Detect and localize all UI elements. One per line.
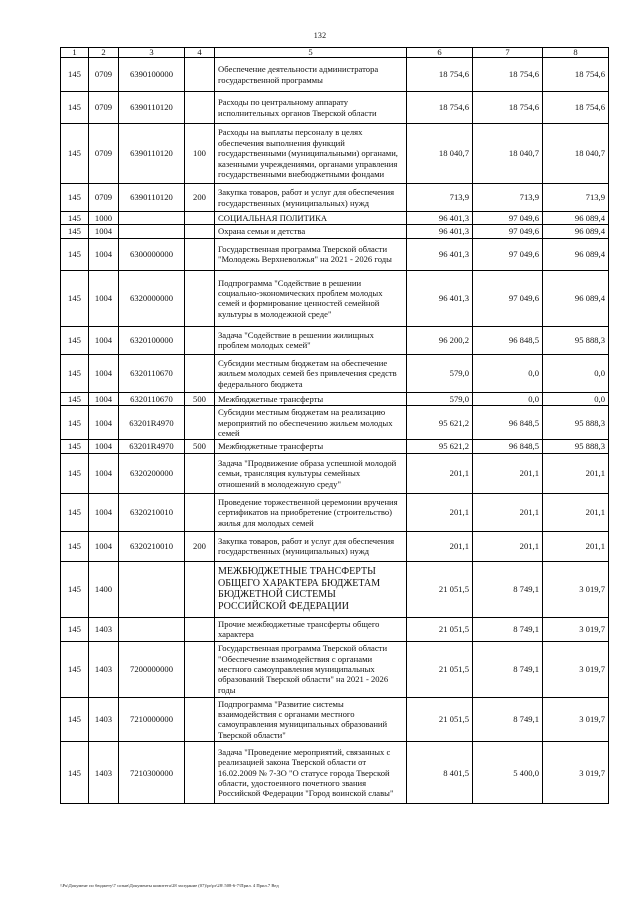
table-row <box>61 58 609 92</box>
cell-description: Прочие межбюджетные трансферты общего характера <box>215 617 407 641</box>
cell-amount-year-2: 0,0 <box>473 354 543 392</box>
column-header-7: 7 <box>473 48 543 58</box>
column-header-4: 4 <box>185 48 215 58</box>
cell-section: 1403 <box>89 697 119 742</box>
cell-amount-year-3: 18 754,6 <box>543 58 609 92</box>
cell-amount-year-3: 95 888,3 <box>543 406 609 440</box>
cell-grbs: 145 <box>61 406 89 440</box>
cell-amount-year-1: 96 401,3 <box>407 238 473 270</box>
table-row <box>61 184 609 212</box>
cell-amount-year-3: 95 888,3 <box>543 326 609 354</box>
cell-grbs: 145 <box>61 697 89 742</box>
table-row <box>61 561 609 617</box>
cell-amount-year-2: 8 749,1 <box>473 641 543 697</box>
cell-description: Обеспечение деятельности администратора государственной программы <box>215 58 407 92</box>
cell-amount-year-2: 201,1 <box>473 493 543 531</box>
table-row <box>61 440 609 453</box>
cell-expense-type <box>185 617 215 641</box>
cell-grbs: 145 <box>61 58 89 92</box>
cell-expense-type <box>185 742 215 804</box>
cell-target-article <box>119 225 185 238</box>
cell-expense-type <box>185 238 215 270</box>
cell-amount-year-1: 96 200,2 <box>407 326 473 354</box>
column-header-1: 1 <box>61 48 89 58</box>
cell-grbs: 145 <box>61 124 89 184</box>
cell-section: 1000 <box>89 212 119 225</box>
cell-target-article <box>119 212 185 225</box>
cell-amount-year-1: 201,1 <box>407 493 473 531</box>
table-row <box>61 641 609 697</box>
cell-section: 1004 <box>89 453 119 493</box>
cell-section: 1004 <box>89 440 119 453</box>
cell-amount-year-3: 0,0 <box>543 392 609 405</box>
cell-description: Субсидии местным бюджетам на реализацию мероприятий по обеспечению жильем молодых семей <box>215 406 407 440</box>
cell-expense-type <box>185 212 215 225</box>
cell-description: Задача "Продвижение образа успешной молодой семьи, трансляция культуры семейных отношений в молодежную среду" <box>215 453 407 493</box>
table-row <box>61 617 609 641</box>
cell-description: Субсидии местным бюджетам на обеспечение жильем молодых семей без привлечения средств федерального бюджета <box>215 354 407 392</box>
cell-target-article: 6320200000 <box>119 453 185 493</box>
cell-amount-year-1: 579,0 <box>407 392 473 405</box>
cell-target-article: 63201R4970 <box>119 440 185 453</box>
cell-expense-type <box>185 92 215 124</box>
cell-description: Проведение торжественной церемонии вручения сертификатов на приобретение (строительство) жилья для молодых семей <box>215 493 407 531</box>
cell-grbs: 145 <box>61 238 89 270</box>
cell-grbs: 145 <box>61 531 89 561</box>
table-row <box>61 406 609 440</box>
cell-amount-year-3: 95 888,3 <box>543 440 609 453</box>
cell-grbs: 145 <box>61 270 89 326</box>
cell-section: 1004 <box>89 392 119 405</box>
cell-amount-year-2: 97 049,6 <box>473 270 543 326</box>
cell-section: 1004 <box>89 354 119 392</box>
table-row <box>61 453 609 493</box>
cell-amount-year-2: 0,0 <box>473 392 543 405</box>
cell-section: 1403 <box>89 742 119 804</box>
cell-amount-year-2: 5 400,0 <box>473 742 543 804</box>
cell-amount-year-2: 97 049,6 <box>473 212 543 225</box>
cell-target-article: 63201R4970 <box>119 406 185 440</box>
cell-amount-year-1: 18 754,6 <box>407 92 473 124</box>
table-row <box>61 392 609 405</box>
cell-grbs: 145 <box>61 225 89 238</box>
table-row <box>61 124 609 184</box>
cell-description: Государственная программа Тверской области "Обеспечение взаимодействия с органами местного самоуправления муниципальных образований Тверской области" на 2021 - 2026 годы <box>215 641 407 697</box>
cell-target-article: 6390110120 <box>119 124 185 184</box>
cell-amount-year-3: 3 019,7 <box>543 561 609 617</box>
cell-grbs: 145 <box>61 641 89 697</box>
cell-amount-year-1: 579,0 <box>407 354 473 392</box>
cell-section: 1400 <box>89 561 119 617</box>
cell-description: Закупка товаров, работ и услуг для обеспечения государственных (муниципальных) нужд <box>215 184 407 212</box>
column-header-3: 3 <box>119 48 185 58</box>
column-header-8: 8 <box>543 48 609 58</box>
cell-amount-year-3: 3 019,7 <box>543 697 609 742</box>
table-row <box>61 270 609 326</box>
cell-section: 1403 <box>89 641 119 697</box>
cell-expense-type <box>185 493 215 531</box>
cell-section: 0709 <box>89 124 119 184</box>
cell-grbs: 145 <box>61 212 89 225</box>
table-row <box>61 742 609 804</box>
cell-target-article <box>119 561 185 617</box>
cell-description: Подпрограмма "Развитие системы взаимодействия с органами местного самоуправления муниципальных образований Тверской области" <box>215 697 407 742</box>
cell-grbs: 145 <box>61 184 89 212</box>
cell-description: Межбюджетные трансферты <box>215 440 407 453</box>
cell-amount-year-3: 713,9 <box>543 184 609 212</box>
cell-amount-year-2: 18 754,6 <box>473 92 543 124</box>
table-row <box>61 493 609 531</box>
cell-amount-year-1: 201,1 <box>407 453 473 493</box>
cell-target-article: 6320110670 <box>119 354 185 392</box>
cell-grbs: 145 <box>61 92 89 124</box>
cell-amount-year-2: 96 848,5 <box>473 326 543 354</box>
cell-grbs: 145 <box>61 742 89 804</box>
cell-description: Задача "Содействие в решении жилищных проблем молодых семей" <box>215 326 407 354</box>
cell-grbs: 145 <box>61 326 89 354</box>
cell-amount-year-2: 96 848,5 <box>473 406 543 440</box>
table-row <box>61 92 609 124</box>
cell-amount-year-1: 21 051,5 <box>407 697 473 742</box>
cell-expense-type: 100 <box>185 124 215 184</box>
cell-section: 1403 <box>89 617 119 641</box>
cell-amount-year-3: 0,0 <box>543 354 609 392</box>
cell-amount-year-1: 8 401,5 <box>407 742 473 804</box>
cell-description: Закупка товаров, работ и услуг для обеспечения государственных (муниципальных) нужд <box>215 531 407 561</box>
cell-target-article: 7210300000 <box>119 742 185 804</box>
cell-amount-year-2: 201,1 <box>473 531 543 561</box>
table-row <box>61 326 609 354</box>
cell-description: Расходы на выплаты персоналу в целях обеспечения выполнения функций государственными (муниципальными) органами, казенными учреждениями, органами управления государственными внебюджетными фондами <box>215 124 407 184</box>
cell-target-article: 6320210010 <box>119 531 185 561</box>
cell-amount-year-3: 201,1 <box>543 531 609 561</box>
cell-expense-type <box>185 270 215 326</box>
cell-target-article <box>119 617 185 641</box>
footer-path: \\Pu\Документ по бюджету\7 созыв\Документы комитета\28 заседание (07)\pr\pr\28\ 508-6-7\Прил. 4 Прил.7 Вед <box>60 883 279 888</box>
cell-expense-type <box>185 561 215 617</box>
cell-amount-year-1: 201,1 <box>407 531 473 561</box>
cell-description: Межбюджетные трансферты <box>215 392 407 405</box>
cell-amount-year-1: 21 051,5 <box>407 617 473 641</box>
cell-expense-type: 500 <box>185 440 215 453</box>
cell-amount-year-2: 97 049,6 <box>473 225 543 238</box>
cell-target-article: 6390100000 <box>119 58 185 92</box>
cell-section: 1004 <box>89 326 119 354</box>
column-header-6: 6 <box>407 48 473 58</box>
cell-section: 1004 <box>89 406 119 440</box>
cell-amount-year-2: 8 749,1 <box>473 617 543 641</box>
cell-amount-year-3: 18 754,6 <box>543 92 609 124</box>
cell-amount-year-1: 713,9 <box>407 184 473 212</box>
cell-amount-year-1: 96 401,3 <box>407 270 473 326</box>
cell-amount-year-2: 713,9 <box>473 184 543 212</box>
cell-description: Подпрограмма "Содействие в решении социально-экономических проблем молодых семей и формирование ценностей семейной культуры в молодежной среде" <box>215 270 407 326</box>
cell-amount-year-3: 96 089,4 <box>543 225 609 238</box>
cell-amount-year-1: 18 040,7 <box>407 124 473 184</box>
cell-grbs: 145 <box>61 561 89 617</box>
cell-target-article: 6320210010 <box>119 493 185 531</box>
cell-expense-type <box>185 225 215 238</box>
cell-description: СОЦИАЛЬНАЯ ПОЛИТИКА <box>215 212 407 225</box>
cell-target-article: 6320000000 <box>119 270 185 326</box>
column-header-2: 2 <box>89 48 119 58</box>
cell-expense-type <box>185 697 215 742</box>
cell-amount-year-2: 97 049,6 <box>473 238 543 270</box>
cell-description: Охрана семьи и детства <box>215 225 407 238</box>
cell-target-article: 6300000000 <box>119 238 185 270</box>
cell-amount-year-1: 96 401,3 <box>407 225 473 238</box>
cell-description: Расходы по центральному аппарату исполнительных органов Тверской области <box>215 92 407 124</box>
cell-description: МЕЖБЮДЖЕТНЫЕ ТРАНСФЕРТЫ ОБЩЕГО ХАРАКТЕРА БЮДЖЕТАМ БЮДЖЕТНОЙ СИСТЕМЫ РОССИЙСКОЙ ФЕДЕРАЦИИ <box>215 561 407 617</box>
cell-amount-year-3: 201,1 <box>543 453 609 493</box>
cell-grbs: 145 <box>61 392 89 405</box>
cell-expense-type <box>185 58 215 92</box>
cell-grbs: 145 <box>61 493 89 531</box>
cell-section: 1004 <box>89 531 119 561</box>
cell-grbs: 145 <box>61 617 89 641</box>
cell-section: 1004 <box>89 493 119 531</box>
table-row <box>61 212 609 225</box>
cell-expense-type: 500 <box>185 392 215 405</box>
cell-expense-type: 200 <box>185 531 215 561</box>
cell-amount-year-3: 3 019,7 <box>543 742 609 804</box>
cell-expense-type: 200 <box>185 184 215 212</box>
cell-amount-year-2: 8 749,1 <box>473 561 543 617</box>
cell-amount-year-3: 96 089,4 <box>543 238 609 270</box>
cell-section: 0709 <box>89 92 119 124</box>
table-row <box>61 531 609 561</box>
cell-amount-year-3: 96 089,4 <box>543 212 609 225</box>
cell-amount-year-1: 96 401,3 <box>407 212 473 225</box>
cell-section: 1004 <box>89 225 119 238</box>
cell-amount-year-2: 96 848,5 <box>473 440 543 453</box>
cell-target-article: 6390110120 <box>119 184 185 212</box>
cell-amount-year-1: 95 621,2 <box>407 406 473 440</box>
cell-amount-year-3: 18 040,7 <box>543 124 609 184</box>
cell-expense-type <box>185 453 215 493</box>
cell-section: 1004 <box>89 238 119 270</box>
cell-description: Задача "Проведение мероприятий, связанных с реализацией закона Тверской области от 16.02.2009 № 7-ЗО "О статусе города Тверской области, удостоенного почетного звания Российской Федерации "Город воинской славы" <box>215 742 407 804</box>
cell-amount-year-3: 96 089,4 <box>543 270 609 326</box>
table-row <box>61 697 609 742</box>
cell-target-article: 6320100000 <box>119 326 185 354</box>
cell-amount-year-1: 18 754,6 <box>407 58 473 92</box>
cell-amount-year-3: 3 019,7 <box>543 641 609 697</box>
cell-amount-year-1: 21 051,5 <box>407 641 473 697</box>
cell-amount-year-3: 3 019,7 <box>543 617 609 641</box>
cell-amount-year-2: 201,1 <box>473 453 543 493</box>
cell-expense-type <box>185 406 215 440</box>
table-row <box>61 354 609 392</box>
cell-grbs: 145 <box>61 354 89 392</box>
cell-amount-year-3: 201,1 <box>543 493 609 531</box>
cell-target-article: 6320110670 <box>119 392 185 405</box>
cell-grbs: 145 <box>61 453 89 493</box>
cell-target-article: 7200000000 <box>119 641 185 697</box>
budget-table <box>60 47 609 804</box>
column-header-5: 5 <box>215 48 407 58</box>
table-row <box>61 238 609 270</box>
cell-section: 0709 <box>89 58 119 92</box>
cell-expense-type <box>185 326 215 354</box>
cell-section: 0709 <box>89 184 119 212</box>
cell-amount-year-2: 18 754,6 <box>473 58 543 92</box>
cell-amount-year-2: 18 040,7 <box>473 124 543 184</box>
cell-amount-year-1: 21 051,5 <box>407 561 473 617</box>
cell-expense-type <box>185 354 215 392</box>
cell-target-article: 6390110120 <box>119 92 185 124</box>
header-row <box>61 48 609 58</box>
table-row <box>61 225 609 238</box>
page-number: 132 <box>313 31 327 40</box>
cell-amount-year-2: 8 749,1 <box>473 697 543 742</box>
cell-amount-year-1: 95 621,2 <box>407 440 473 453</box>
cell-description: Государственная программа Тверской области "Молодежь Верхневолжья" на 2021 - 2026 годы <box>215 238 407 270</box>
cell-section: 1004 <box>89 270 119 326</box>
cell-grbs: 145 <box>61 440 89 453</box>
cell-target-article: 7210000000 <box>119 697 185 742</box>
cell-expense-type <box>185 641 215 697</box>
